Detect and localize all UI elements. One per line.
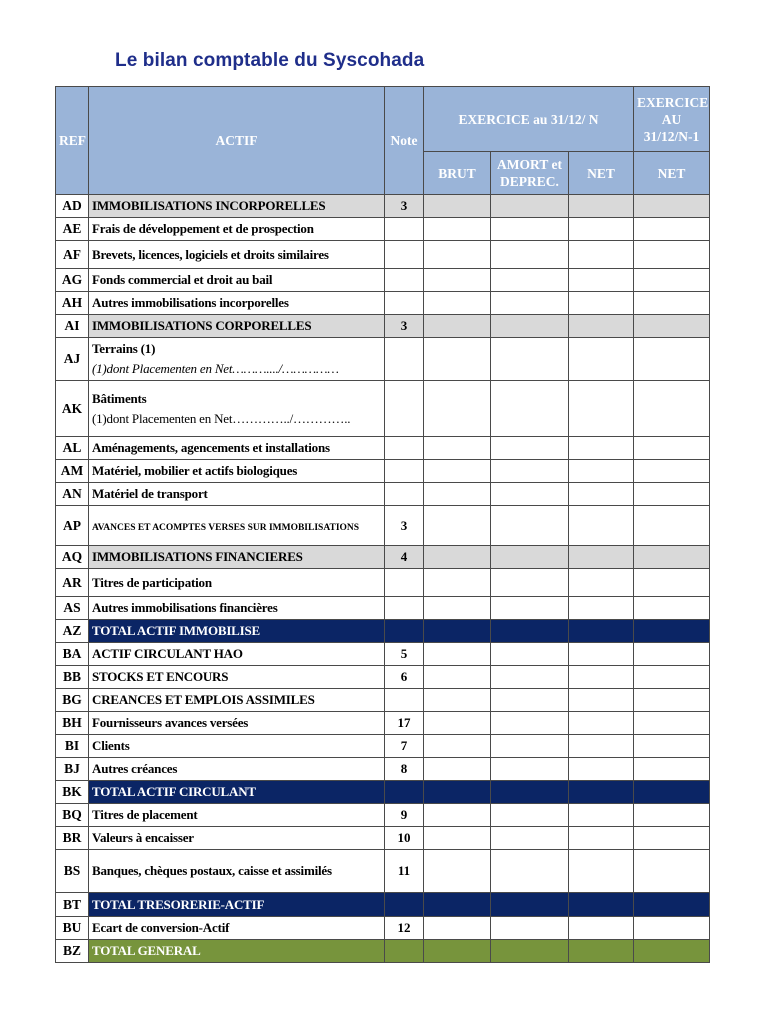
table-row bbox=[56, 597, 710, 620]
cell-net[interactable] bbox=[569, 437, 634, 460]
cell-net[interactable] bbox=[569, 218, 634, 241]
cell-net-n1[interactable] bbox=[634, 546, 710, 569]
table-row bbox=[56, 643, 710, 666]
cell-brut[interactable] bbox=[424, 735, 491, 758]
row-note bbox=[385, 241, 424, 269]
row-ref: AQ bbox=[56, 546, 89, 569]
cell-amort[interactable] bbox=[491, 781, 569, 804]
cell-net[interactable] bbox=[569, 569, 634, 597]
header-brut: BRUT bbox=[424, 152, 491, 195]
table-row bbox=[56, 546, 710, 569]
total-row bbox=[56, 893, 710, 917]
header-exercice-n1: EXERCICE AU 31/12/N-1 bbox=[634, 87, 710, 152]
cell-amort[interactable] bbox=[491, 597, 569, 620]
table-row bbox=[56, 483, 710, 506]
cell-amort[interactable] bbox=[491, 893, 569, 917]
row-label: IMMOBILISATIONS CORPORELLES bbox=[89, 315, 385, 338]
table-row bbox=[56, 381, 710, 437]
grand-total-row bbox=[56, 940, 710, 963]
cell-net[interactable] bbox=[569, 781, 634, 804]
row-note bbox=[385, 597, 424, 620]
row-ref: AP bbox=[56, 506, 89, 546]
row-note: 10 bbox=[385, 827, 424, 850]
cell-brut[interactable] bbox=[424, 597, 491, 620]
table-row bbox=[56, 315, 710, 338]
cell-net[interactable] bbox=[569, 666, 634, 689]
cell-amort[interactable] bbox=[491, 917, 569, 940]
row-note: 7 bbox=[385, 735, 424, 758]
row-label: Fonds commercial et droit au bail bbox=[89, 269, 385, 292]
cell-amort[interactable] bbox=[491, 804, 569, 827]
row-label: Terrains (1) (1)dont Placementen en Net………..../…………… bbox=[89, 338, 385, 381]
cell-brut[interactable] bbox=[424, 483, 491, 506]
cell-brut[interactable] bbox=[424, 437, 491, 460]
row-sublabel: (1)dont Placementen en Net…………../………….. bbox=[92, 410, 351, 426]
row-label: IMMOBILISATIONS INCORPORELLES bbox=[89, 195, 385, 218]
cell-net-n1[interactable] bbox=[634, 850, 710, 893]
cell-net-n1[interactable] bbox=[634, 917, 710, 940]
header-net-n1: NET bbox=[634, 152, 710, 195]
header-net: NET bbox=[569, 152, 634, 195]
row-label: Matériel, mobilier et actifs biologiques bbox=[89, 460, 385, 483]
row-label: Banques, chèques postaux, caisse et assimilés bbox=[89, 850, 385, 893]
row-note: 5 bbox=[385, 643, 424, 666]
row-ref: BH bbox=[56, 712, 89, 735]
cell-net[interactable] bbox=[569, 546, 634, 569]
cell-brut[interactable] bbox=[424, 893, 491, 917]
total-row bbox=[56, 620, 710, 643]
row-ref: AL bbox=[56, 437, 89, 460]
row-label: Ecart de conversion-Actif bbox=[89, 917, 385, 940]
table-row bbox=[56, 241, 710, 269]
cell-net[interactable] bbox=[569, 712, 634, 735]
cell-net-n1[interactable] bbox=[634, 758, 710, 781]
row-label: CREANCES ET EMPLOIS ASSIMILES bbox=[89, 689, 385, 712]
row-label: TOTAL ACTIF CIRCULANT bbox=[89, 781, 385, 804]
row-label: AVANCES ET ACOMPTES VERSES SUR IMMOBILISATIONS bbox=[89, 506, 385, 546]
table-row bbox=[56, 269, 710, 292]
cell-amort[interactable] bbox=[491, 338, 569, 381]
row-label: Valeurs à encaisser bbox=[89, 827, 385, 850]
table-row bbox=[56, 292, 710, 315]
table-row bbox=[56, 195, 710, 218]
row-note bbox=[385, 218, 424, 241]
row-note: 11 bbox=[385, 850, 424, 893]
cell-amort[interactable] bbox=[491, 315, 569, 338]
cell-amort[interactable] bbox=[491, 850, 569, 893]
row-label: Fournisseurs avances versées bbox=[89, 712, 385, 735]
cell-net[interactable] bbox=[569, 643, 634, 666]
table-row bbox=[56, 437, 710, 460]
cell-net[interactable] bbox=[569, 827, 634, 850]
row-label: Autres créances bbox=[89, 758, 385, 781]
table-row bbox=[56, 804, 710, 827]
cell-net-n1[interactable] bbox=[634, 643, 710, 666]
cell-amort[interactable] bbox=[491, 269, 569, 292]
table-row bbox=[56, 666, 710, 689]
row-ref: BJ bbox=[56, 758, 89, 781]
cell-net-n1[interactable] bbox=[634, 827, 710, 850]
cell-brut[interactable] bbox=[424, 569, 491, 597]
row-label: Clients bbox=[89, 735, 385, 758]
row-ref: BI bbox=[56, 735, 89, 758]
cell-net[interactable] bbox=[569, 269, 634, 292]
cell-net-n1[interactable] bbox=[634, 195, 710, 218]
cell-amort[interactable] bbox=[491, 381, 569, 437]
row-label: Titres de placement bbox=[89, 804, 385, 827]
row-ref: BU bbox=[56, 917, 89, 940]
cell-amort[interactable] bbox=[491, 712, 569, 735]
cell-amort[interactable] bbox=[491, 460, 569, 483]
row-note bbox=[385, 689, 424, 712]
row-ref: AN bbox=[56, 483, 89, 506]
row-note bbox=[385, 437, 424, 460]
cell-net-n1[interactable] bbox=[634, 437, 710, 460]
row-ref: AS bbox=[56, 597, 89, 620]
row-sublabel: (1)dont Placementen en Net………..../…………… bbox=[92, 361, 339, 376]
cell-net-n1[interactable] bbox=[634, 569, 710, 597]
row-ref: AI bbox=[56, 315, 89, 338]
row-note bbox=[385, 620, 424, 643]
cell-net[interactable] bbox=[569, 292, 634, 315]
cell-brut[interactable] bbox=[424, 712, 491, 735]
row-ref: AJ bbox=[56, 338, 89, 381]
row-label: Autres immobilisations financières bbox=[89, 597, 385, 620]
cell-amort[interactable] bbox=[491, 758, 569, 781]
cell-brut[interactable] bbox=[424, 689, 491, 712]
cell-net[interactable] bbox=[569, 483, 634, 506]
row-note bbox=[385, 781, 424, 804]
row-note bbox=[385, 483, 424, 506]
row-note: 12 bbox=[385, 917, 424, 940]
cell-net[interactable] bbox=[569, 758, 634, 781]
row-label: ACTIF CIRCULANT HAO bbox=[89, 643, 385, 666]
row-note bbox=[385, 460, 424, 483]
row-ref: BA bbox=[56, 643, 89, 666]
cell-net[interactable] bbox=[569, 940, 634, 963]
cell-brut[interactable] bbox=[424, 827, 491, 850]
row-label: Aménagements, agencements et installations bbox=[89, 437, 385, 460]
cell-net-n1[interactable] bbox=[634, 338, 710, 381]
total-row bbox=[56, 781, 710, 804]
cell-brut[interactable] bbox=[424, 781, 491, 804]
cell-net-n1[interactable] bbox=[634, 712, 710, 735]
row-ref: AK bbox=[56, 381, 89, 437]
row-note: 4 bbox=[385, 546, 424, 569]
cell-net-n1[interactable] bbox=[634, 460, 710, 483]
cell-brut[interactable] bbox=[424, 506, 491, 546]
cell-brut[interactable] bbox=[424, 940, 491, 963]
row-note bbox=[385, 893, 424, 917]
cell-amort[interactable] bbox=[491, 620, 569, 643]
header-amort: AMORT et DEPREC. bbox=[491, 152, 569, 195]
cell-net[interactable] bbox=[569, 893, 634, 917]
cell-net-n1[interactable] bbox=[634, 781, 710, 804]
table-row bbox=[56, 735, 710, 758]
cell-net-n1[interactable] bbox=[634, 804, 710, 827]
row-label: Autres immobilisations incorporelles bbox=[89, 292, 385, 315]
cell-amort[interactable] bbox=[491, 689, 569, 712]
cell-net-n1[interactable] bbox=[634, 620, 710, 643]
cell-brut[interactable] bbox=[424, 381, 491, 437]
cell-amort[interactable] bbox=[491, 643, 569, 666]
header-actif: ACTIF bbox=[89, 87, 385, 195]
table-row bbox=[56, 569, 710, 597]
header-exercice-n: EXERCICE au 31/12/ N bbox=[424, 87, 634, 152]
table-row bbox=[56, 506, 710, 546]
row-ref: AE bbox=[56, 218, 89, 241]
row-ref: BG bbox=[56, 689, 89, 712]
balance-sheet-table bbox=[55, 86, 710, 963]
table-row bbox=[56, 758, 710, 781]
cell-brut[interactable] bbox=[424, 338, 491, 381]
cell-brut[interactable] bbox=[424, 218, 491, 241]
header-ref: REF bbox=[56, 87, 89, 195]
cell-net-n1[interactable] bbox=[634, 269, 710, 292]
table-row bbox=[56, 689, 710, 712]
row-label: Bâtiments (1)dont Placementen en Net…………../………….. bbox=[89, 381, 385, 437]
row-note bbox=[385, 381, 424, 437]
row-note: 3 bbox=[385, 195, 424, 218]
row-note: 9 bbox=[385, 804, 424, 827]
cell-amort[interactable] bbox=[491, 506, 569, 546]
cell-net[interactable] bbox=[569, 917, 634, 940]
cell-net[interactable] bbox=[569, 338, 634, 381]
cell-brut[interactable] bbox=[424, 292, 491, 315]
table-row bbox=[56, 460, 710, 483]
header-note: Note bbox=[385, 87, 424, 195]
cell-brut[interactable] bbox=[424, 643, 491, 666]
row-note bbox=[385, 940, 424, 963]
table-row bbox=[56, 827, 710, 850]
cell-net[interactable] bbox=[569, 597, 634, 620]
cell-brut[interactable] bbox=[424, 315, 491, 338]
cell-net-n1[interactable] bbox=[634, 893, 710, 917]
row-note bbox=[385, 569, 424, 597]
cell-brut[interactable] bbox=[424, 620, 491, 643]
row-label: IMMOBILISATIONS FINANCIERES bbox=[89, 546, 385, 569]
table-row bbox=[56, 218, 710, 241]
cell-brut[interactable] bbox=[424, 241, 491, 269]
cell-amort[interactable] bbox=[491, 483, 569, 506]
row-ref: BB bbox=[56, 666, 89, 689]
cell-brut[interactable] bbox=[424, 460, 491, 483]
cell-net-n1[interactable] bbox=[634, 940, 710, 963]
row-note: 6 bbox=[385, 666, 424, 689]
cell-net[interactable] bbox=[569, 506, 634, 546]
cell-amort[interactable] bbox=[491, 195, 569, 218]
row-note bbox=[385, 269, 424, 292]
cell-net-n1[interactable] bbox=[634, 666, 710, 689]
cell-net-n1[interactable] bbox=[634, 735, 710, 758]
row-ref: BQ bbox=[56, 804, 89, 827]
cell-net-n1[interactable] bbox=[634, 241, 710, 269]
cell-net[interactable] bbox=[569, 735, 634, 758]
cell-net[interactable] bbox=[569, 195, 634, 218]
cell-brut[interactable] bbox=[424, 666, 491, 689]
row-label: TOTAL ACTIF IMMOBILISE bbox=[89, 620, 385, 643]
cell-net[interactable] bbox=[569, 460, 634, 483]
row-note: 8 bbox=[385, 758, 424, 781]
row-note: 3 bbox=[385, 315, 424, 338]
cell-net[interactable] bbox=[569, 620, 634, 643]
cell-net[interactable] bbox=[569, 804, 634, 827]
cell-net-n1[interactable] bbox=[634, 315, 710, 338]
cell-net[interactable] bbox=[569, 689, 634, 712]
cell-amort[interactable] bbox=[491, 546, 569, 569]
row-ref: AM bbox=[56, 460, 89, 483]
row-label: Titres de participation bbox=[89, 569, 385, 597]
row-ref: AG bbox=[56, 269, 89, 292]
cell-amort[interactable] bbox=[491, 735, 569, 758]
cell-amort[interactable] bbox=[491, 241, 569, 269]
cell-brut[interactable] bbox=[424, 850, 491, 893]
page-title: Le bilan comptable du Syscohada bbox=[115, 50, 425, 71]
row-ref: BZ bbox=[56, 940, 89, 963]
cell-net-n1[interactable] bbox=[634, 292, 710, 315]
cell-amort[interactable] bbox=[491, 292, 569, 315]
cell-amort[interactable] bbox=[491, 827, 569, 850]
row-ref: AD bbox=[56, 195, 89, 218]
cell-net[interactable] bbox=[569, 381, 634, 437]
row-note bbox=[385, 338, 424, 381]
row-ref: BK bbox=[56, 781, 89, 804]
row-ref: AZ bbox=[56, 620, 89, 643]
row-label: STOCKS ET ENCOURS bbox=[89, 666, 385, 689]
cell-amort[interactable] bbox=[491, 569, 569, 597]
row-label: Frais de développement et de prospection bbox=[89, 218, 385, 241]
cell-brut[interactable] bbox=[424, 758, 491, 781]
table-row bbox=[56, 338, 710, 381]
cell-amort[interactable] bbox=[491, 218, 569, 241]
table-row bbox=[56, 917, 710, 940]
row-label: Brevets, licences, logiciels et droits similaires bbox=[89, 241, 385, 269]
cell-amort[interactable] bbox=[491, 437, 569, 460]
cell-net-n1[interactable] bbox=[634, 381, 710, 437]
table-row bbox=[56, 712, 710, 735]
cell-net[interactable] bbox=[569, 850, 634, 893]
cell-net-n1[interactable] bbox=[634, 506, 710, 546]
cell-net[interactable] bbox=[569, 241, 634, 269]
cell-net-n1[interactable] bbox=[634, 483, 710, 506]
cell-net-n1[interactable] bbox=[634, 689, 710, 712]
row-note bbox=[385, 292, 424, 315]
row-label: TOTAL TRESORERIE-ACTIF bbox=[89, 893, 385, 917]
cell-amort[interactable] bbox=[491, 940, 569, 963]
cell-net[interactable] bbox=[569, 315, 634, 338]
table-row bbox=[56, 850, 710, 893]
cell-net-n1[interactable] bbox=[634, 218, 710, 241]
cell-brut[interactable] bbox=[424, 269, 491, 292]
row-ref: BR bbox=[56, 827, 89, 850]
row-label: TOTAL GENERAL bbox=[89, 940, 385, 963]
row-ref: AH bbox=[56, 292, 89, 315]
cell-net-n1[interactable] bbox=[634, 597, 710, 620]
cell-brut[interactable] bbox=[424, 917, 491, 940]
row-label: Matériel de transport bbox=[89, 483, 385, 506]
cell-brut[interactable] bbox=[424, 804, 491, 827]
cell-brut[interactable] bbox=[424, 195, 491, 218]
row-ref: BT bbox=[56, 893, 89, 917]
row-note: 3 bbox=[385, 506, 424, 546]
row-note: 17 bbox=[385, 712, 424, 735]
row-ref: BS bbox=[56, 850, 89, 893]
cell-amort[interactable] bbox=[491, 666, 569, 689]
row-ref: AR bbox=[56, 569, 89, 597]
cell-brut[interactable] bbox=[424, 546, 491, 569]
row-ref: AF bbox=[56, 241, 89, 269]
